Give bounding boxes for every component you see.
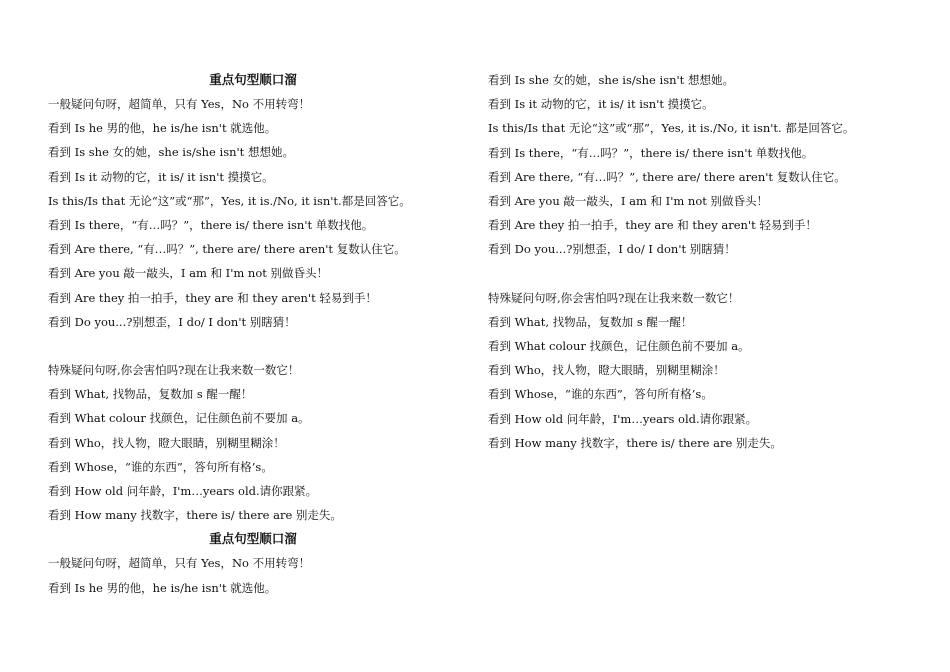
text-line: 看到 Are they 拍一拍手，they are 和 they aren't 轻易到手！	[488, 218, 817, 233]
text-line: 看到 Are they 拍一拍手，they are 和 they aren't 轻易到手！	[48, 290, 377, 305]
text-line: 一般疑问句呀，超简单，只有 Yes，No 不用转弯！	[48, 97, 311, 111]
text-line: 看到 Who，找人物，瞪大眼睛，别糊里糊涂！	[488, 363, 725, 378]
text-line: 看到 What colour 找颜色，记住颜色前不要加 a。	[48, 411, 310, 426]
text-line: 看到 Is she 女的她，she is/she isn't 想想她。	[488, 73, 734, 87]
text-line: 看到 Is it 动物的它，it is/ it isn't 摸摸它。	[48, 169, 274, 184]
text-line: 看到 Is he 男的他，he is/he isn't 就选他。	[48, 580, 277, 595]
spacer	[48, 334, 458, 358]
right-column	[488, 68, 908, 455]
text-line: 看到 Who，找人物，瞪大眼睛，别糊里糊涂！	[48, 435, 285, 450]
text-line: 看到 Is it 动物的它，it is/ it isn't 摸摸它。	[488, 97, 714, 112]
text-line: 看到 How many 找数字，there is/ there are 别走失。	[488, 435, 782, 450]
page-title: 重点句型顺口溜	[209, 72, 297, 87]
text-line: 看到 How old 问年龄，I'm…years old.请你跟紧。	[488, 411, 758, 426]
text-line: 看到 How many 找数字，there is/ there are 别走失。	[48, 508, 342, 523]
text-line: 看到 What, 找物品，复数加 s 醒一醒！	[48, 387, 253, 402]
text-line: 看到 Do you...?别想歪，I do/ I don't 别瞎猜！	[488, 242, 736, 257]
section-heading: 特殊疑问句呀,你会害怕吗?现在让我来数一数它！	[48, 363, 300, 378]
text-line: 看到 Is there，“有…吗？”，there is/ there isn't 单数找他。	[488, 145, 814, 160]
text-line: 看到 Are there, “有…吗？”, there are/ there aren't 复数认住它。	[48, 242, 406, 257]
text-line: 看到 Are you 敲一敲头，I am 和 I'm not 别做昏头！	[48, 266, 329, 281]
text-line: 看到 Do you...?别想歪，I do/ I don't 别瞎猜！	[48, 314, 296, 329]
text-line: 看到 Whose，“谁的东西”，答句所有格’s。	[488, 387, 713, 402]
text-line: 看到 Whose，“谁的东西”，答句所有格’s。	[48, 459, 273, 474]
text-line: 看到 What, 找物品，复数加 s 醒一醒！	[488, 314, 693, 329]
text-line: 看到 Is he 男的他，he is/he isn't 就选他。	[48, 121, 277, 136]
page-title-repeat: 重点句型顺口溜	[209, 531, 297, 547]
section-heading: 特殊疑问句呀,你会害怕吗?现在让我来数一数它！	[488, 290, 740, 305]
spacer	[488, 262, 908, 286]
left-column	[48, 68, 458, 600]
text-line: 看到 Are you 敲一敲头，I am 和 I'm not 别做昏头！	[488, 193, 769, 208]
text-line: 看到 What colour 找颜色，记住颜色前不要加 a。	[488, 339, 750, 354]
text-line: Is this/Is that 无论“这”或“那”，Yes, it is./No, it isn't. 都是回答它。	[488, 121, 855, 136]
text-line: 看到 Are there, “有…吗？”, there are/ there aren't 复数认住它。	[488, 169, 846, 184]
text-line: Is this/Is that 无论“这”或“那”，Yes, it is./No, it isn't.都是回答它。	[48, 193, 411, 208]
text-line: 看到 Is she 女的她，she is/she isn't 想想她。	[48, 145, 294, 160]
text-line: 看到 Is there，“有…吗？”，there is/ there isn't 单数找他。	[48, 217, 374, 232]
text-line: 一般疑问句呀，超简单，只有 Yes，No 不用转弯！	[48, 556, 311, 571]
text-line: 看到 How old 问年龄，I'm…years old.请你跟紧。	[48, 484, 318, 498]
